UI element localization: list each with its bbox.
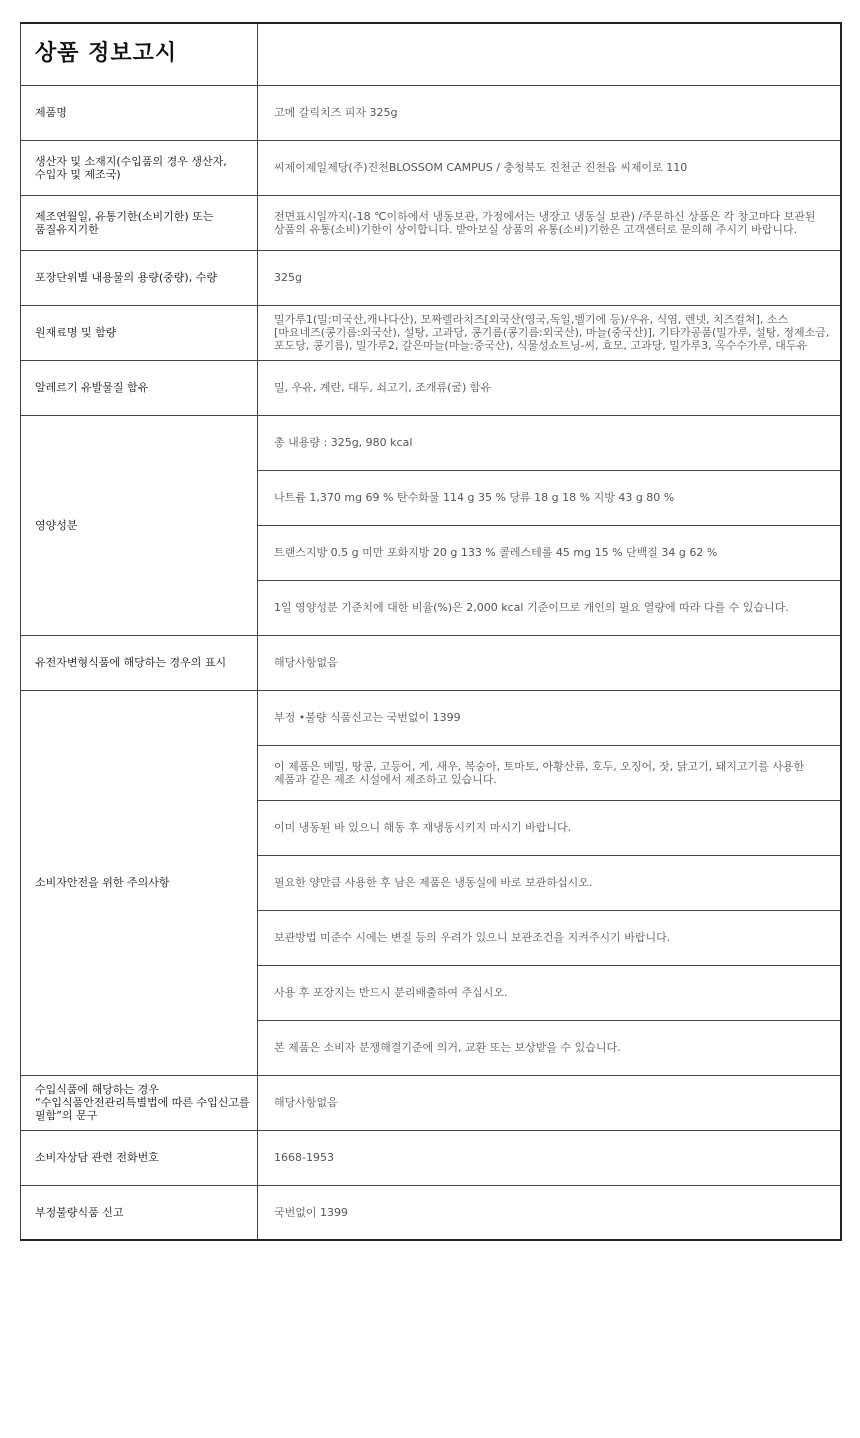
safety-value-1: 부정 •불량 식품신고는 국번없이 1399	[258, 690, 841, 745]
product-name-label: 제품명	[21, 85, 258, 140]
ingredients-row	[21, 305, 841, 360]
nutrition-value-4: 1일 영양성분 기준치에 대한 비율(%)은 2,000 kcal 기준이므로 개인의 필요 열량에 따라 다를 수 있습니다.	[258, 580, 841, 635]
safety-label: 소비자안전을 위한 주의사항	[21, 690, 258, 1075]
nutrition-value-3: 트랜스지방 0.5 g 미만 포화지방 20 g 133 % 콜레스테롤 45 mg 15 % 단백질 34 g 62 %	[258, 525, 841, 580]
title-row	[21, 23, 841, 85]
producer-value: 씨제이제일제당(주)진천BLOSSOM CAMPUS / 충청북도 진천군 진천읍 씨제이로 110	[258, 140, 841, 195]
title-cell	[21, 23, 258, 85]
safety-value-6: 사용 후 포장지는 반드시 분리배출하여 주십시오.	[258, 965, 841, 1020]
product-name-row	[21, 85, 841, 140]
gmo-row	[21, 635, 841, 690]
phone-label: 소비자상담 관련 전화번호	[21, 1130, 258, 1185]
safety-value-5: 보관방법 미준수 시에는 변질 등의 우려가 있으니 보관조건을 지켜주시기 바랍니다.	[258, 910, 841, 965]
nutrition-value-2: 나트륨 1,370 mg 69 % 탄수화물 114 g 35 % 당류 18 g 18 % 지방 43 g 80 %	[258, 470, 841, 525]
nutrition-label: 영양성분	[21, 415, 258, 635]
report-label: 부정불량식품 신고	[21, 1185, 258, 1240]
title-empty-cell	[258, 23, 841, 85]
page-title: 상품 정보고시	[35, 41, 178, 67]
producer-row	[21, 140, 841, 195]
nutrition-row	[21, 415, 841, 470]
safety-value-3: 이미 냉동된 바 있으니 해동 후 재냉동시키지 마시기 바랍니다.	[258, 800, 841, 855]
expiry-value: 전면표시일까지(-18 ℃이하에서 냉동보관, 가정에서는 냉장고 냉동실 보관) /주문하신 상품은 각 창고마다 보관된 상품의 유통(소비)기한이 상이합니다. 받아보실 상품의 유통(소비)기한은 고객센터로 문의해 주시기 바랍니다.	[258, 195, 841, 250]
capacity-label: 포장단위별 내용물의 용량(중량), 수량	[21, 250, 258, 305]
report-value: 국번없이 1399	[258, 1185, 841, 1240]
allergy-row	[21, 360, 841, 415]
nutrition-value-1: 총 내용량 : 325g, 980 kcal	[258, 415, 841, 470]
product-name-value: 고메 갈릭치즈 피자 325g	[258, 85, 841, 140]
producer-label: 생산자 및 소재지(수입품의 경우 생산자, 수입자 및 제조국)	[21, 140, 258, 195]
product-info-table	[20, 22, 842, 1241]
ingredients-label: 원재료명 및 함량	[21, 305, 258, 360]
expiry-row	[21, 195, 841, 250]
ingredients-value: 밀가루1(밀:미국산,캐나다산), 모짜렐라치즈[외국산(영국,독일,벨기에 등)/우유, 식염, 렌넷, 치즈컬쳐], 소스[마요네즈(콩기름:외국산), 설탕, 고과당, 콩기름(콩기름:외국산), 마늘(중국산)], 기타가공품(밀가루, 설탕, 정제소금, 포도당, 콩기름), 밀가루2, 갈은마늘(마늘:중국산), 식물성쇼트닝-씨, 효모, 고과당, 밀가루3, 옥수수가루, 대두유	[258, 305, 841, 360]
import-value: 해당사항없음	[258, 1075, 841, 1130]
allergy-value: 밀, 우유, 계란, 대두, 쇠고기, 조개류(굴) 함유	[258, 360, 841, 415]
phone-value: 1668-1953	[258, 1130, 841, 1185]
safety-value-7: 본 제품은 소비자 분쟁해결기준에 의거, 교환 또는 보상받을 수 있습니다.	[258, 1020, 841, 1075]
capacity-row	[21, 250, 841, 305]
capacity-value: 325g	[258, 250, 841, 305]
expiry-label: 제조연월일, 유통기한(소비기한) 또는 품질유지기한	[21, 195, 258, 250]
phone-row	[21, 1130, 841, 1185]
report-row	[21, 1185, 841, 1240]
allergy-label: 알레르기 유발물질 함유	[21, 360, 258, 415]
gmo-value: 해당사항없음	[258, 635, 841, 690]
gmo-label: 유전자변형식품에 해당하는 경우의 표시	[21, 635, 258, 690]
import-row	[21, 1075, 841, 1130]
safety-value-2: 이 제품은 메밀, 땅콩, 고등어, 게, 새우, 복숭아, 토마토, 아황산류, 호두, 오징어, 잣, 닭고기, 돼지고기를 사용한 제품과 같은 제조 시설에서 제조하고 있습니다.	[258, 745, 841, 800]
import-label: 수입식품에 해당하는 경우 “수입식품안전관리특별법에 따른 수입신고를 필함”의 문구	[21, 1075, 258, 1130]
safety-row	[21, 690, 841, 745]
safety-value-4: 필요한 양만큼 사용한 후 남은 제품은 냉동실에 바로 보관하십시오.	[258, 855, 841, 910]
